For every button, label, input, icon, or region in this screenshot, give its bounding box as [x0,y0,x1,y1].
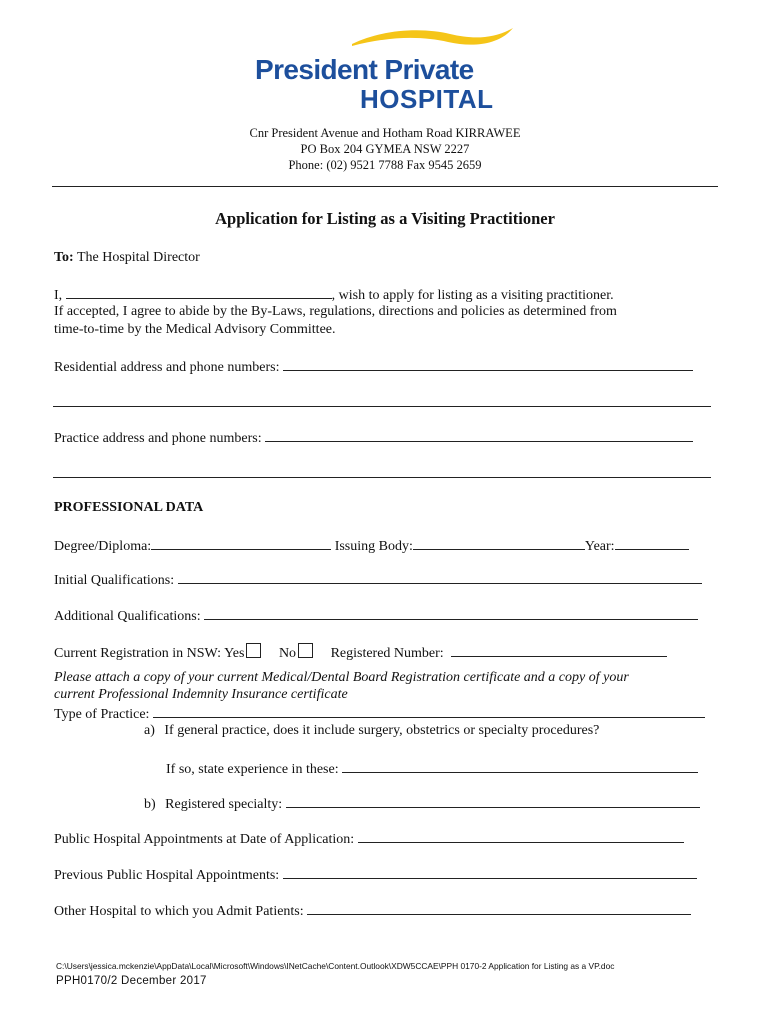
public-appt-label: Public Hospital Appointments at Date of Application: [54,832,355,847]
degree-field[interactable] [151,537,331,550]
applicant-name-field[interactable] [66,286,332,299]
type-field[interactable] [153,705,705,718]
previous-appt-field[interactable] [283,866,697,879]
no-label: No [278,646,297,661]
address-line-2: PO Box 204 GYMEA NSW 2227 [300,142,470,156]
year-label: Year: [584,539,615,554]
swoosh-logo-icon [350,22,515,52]
previous-appt-row [54,866,697,884]
logo-text-line1: President Private [255,54,474,85]
additional-label: Additional Qualifications: [54,609,201,624]
question-a-row [144,723,599,739]
registration-row [54,643,667,662]
residential-field[interactable] [283,358,693,371]
question-b-row [144,795,700,813]
attach-note-line-2: current Professional Indemnity Insurance certificate [54,687,348,702]
additional-row [54,607,698,625]
to-line [54,250,200,266]
public-appt-row [54,830,684,848]
degree-label: Degree/Diploma: [54,539,152,554]
reg-number-field[interactable] [451,644,667,657]
address-line-3: Phone: (02) 9521 7788 Fax 9545 2659 [288,158,482,172]
yes-checkbox[interactable] [246,643,261,658]
agree-line-1: If accepted, I agree to abide by the By-Laws, regulations, directions and policies as determined from [54,304,617,319]
footer-file-path: C:\Users\jessica.mckenzie\AppData\Local\Microsoft\Windows\INetCache\Content.Outlook\XDW5CCAE\PPH 0170-2 Application for Listing as a VP.doc [56,961,615,971]
residential-label: Residential address and phone numbers: [54,360,280,375]
footer-doc-ref: PPH0170/2 December 2017 [56,975,207,987]
practice-row [54,429,693,447]
to-value: The Hospital Director [76,250,200,265]
attach-note-line-1: Please attach a copy of your current Medical/Dental Board Registration certificate and a copy of your [54,670,629,685]
practice-label: Practice address and phone numbers: [54,431,262,446]
practice-field-line-2[interactable] [53,477,711,478]
other-hospital-field[interactable] [307,902,691,915]
public-appt-field[interactable] [358,830,684,843]
applicant-prefix: I, [54,288,63,303]
question-a-marker: a) [144,723,155,738]
type-row [54,705,705,723]
yes-label: Yes [224,646,245,661]
practice-field[interactable] [265,429,693,442]
question-b-text: Registered specialty: [165,797,283,812]
question-b-marker: b) [144,797,156,812]
initial-row [54,571,702,589]
reg-number-label: Registered Number: [330,646,444,661]
type-label: Type of Practice: [54,707,150,722]
year-field[interactable] [615,537,689,550]
question-a-text: If general practice, does it include surgery, obstetrics or specialty procedures? [164,723,600,738]
if-so-field[interactable] [342,760,698,773]
other-hospital-label: Other Hospital to which you Admit Patients: [54,904,304,919]
issuing-field[interactable] [413,537,585,550]
initial-field[interactable] [178,571,702,584]
specialty-field[interactable] [286,795,700,808]
form-title: Application for Listing as a Visiting Practitioner [215,209,555,228]
registration-label: Current Registration in NSW: [54,646,222,661]
issuing-label: Issuing Body: [334,539,413,554]
applicant-suffix: , wish to apply for listing as a visiting practitioner. [331,288,614,303]
agree-line-2: time-to-time by the Medical Advisory Committee. [54,322,336,337]
logo-text-line2: HOSPITAL [360,84,494,114]
residential-field-line-2[interactable] [53,406,711,407]
applicant-line [54,286,614,304]
no-checkbox[interactable] [298,643,313,658]
residential-row [54,358,693,376]
professional-heading: PROFESSIONAL DATA [54,500,204,515]
header-divider [52,186,718,187]
if-so-row [166,760,698,778]
to-label: To: [54,250,74,265]
previous-appt-label: Previous Public Hospital Appointments: [54,868,280,883]
address-line-1: Cnr President Avenue and Hotham Road KIRRAWEE [249,126,521,140]
hospital-logo [255,22,520,114]
other-hospital-row [54,902,691,920]
additional-field[interactable] [204,607,698,620]
initial-label: Initial Qualifications: [54,573,175,588]
degree-row [54,537,689,555]
if-so-label: If so, state experience in these: [166,762,339,777]
